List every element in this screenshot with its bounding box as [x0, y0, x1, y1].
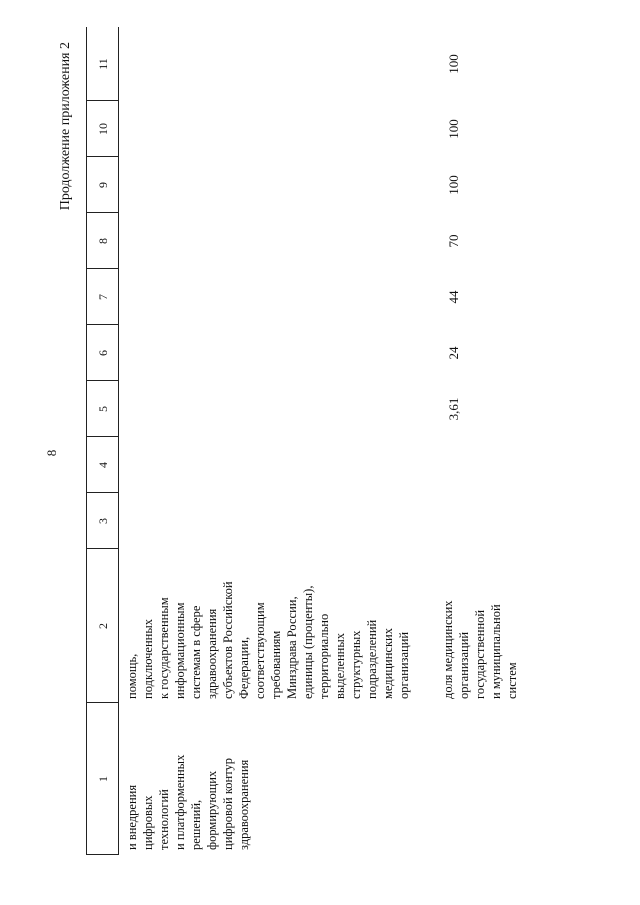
table-header-border — [118, 27, 119, 855]
table-top-border — [86, 27, 87, 855]
column-divider — [86, 380, 119, 381]
column-number-4: 4 — [96, 462, 110, 468]
column-divider — [86, 156, 119, 157]
column-divider — [86, 268, 119, 269]
row2-col10-value: 100 — [446, 119, 461, 139]
row1-col1-text: и внедрения цифровых технологий и платформенных решений, формирующих цифровой контур здравоохранения — [125, 754, 251, 850]
column-divider — [86, 436, 119, 437]
row1-col2-text: помощь, подключенных к государственным информационным системам в сфере здравоохранения субъектов Российской Федерации, соответствующим требованиям Минздрава России, единицы (проценты), территориально выделенных структурных подразделений медицинских организаций — [125, 581, 411, 699]
row2-col11-value: 100 — [446, 54, 461, 74]
column-number-8: 8 — [96, 238, 110, 244]
row2-col7-value: 44 — [446, 290, 461, 304]
column-number-9: 9 — [96, 182, 110, 188]
column-number-10: 10 — [96, 123, 110, 135]
row2-col5-value: 3,61 — [446, 397, 461, 421]
appendix-continuation-note: Продолжение приложения 2 — [58, 42, 73, 211]
row2-col9-value: 100 — [446, 175, 461, 195]
column-divider — [86, 854, 119, 855]
column-divider — [86, 324, 119, 325]
row2-col2-text: доля медицинских организаций государственной и муниципальной систем — [441, 600, 519, 699]
column-number-11: 11 — [96, 58, 110, 70]
column-divider — [86, 100, 119, 101]
row2-col8-value: 70 — [446, 234, 461, 248]
column-number-2: 2 — [96, 623, 110, 629]
page-number: 8 — [44, 449, 59, 457]
column-divider — [86, 492, 119, 493]
column-number-1: 1 — [96, 776, 110, 782]
column-number-6: 6 — [96, 350, 110, 356]
column-number-7: 7 — [96, 294, 110, 300]
column-number-3: 3 — [96, 518, 110, 524]
column-divider — [86, 212, 119, 213]
column-divider — [86, 702, 119, 703]
row2-col6-value: 24 — [446, 346, 461, 360]
column-divider — [86, 548, 119, 549]
column-number-5: 5 — [96, 406, 110, 412]
